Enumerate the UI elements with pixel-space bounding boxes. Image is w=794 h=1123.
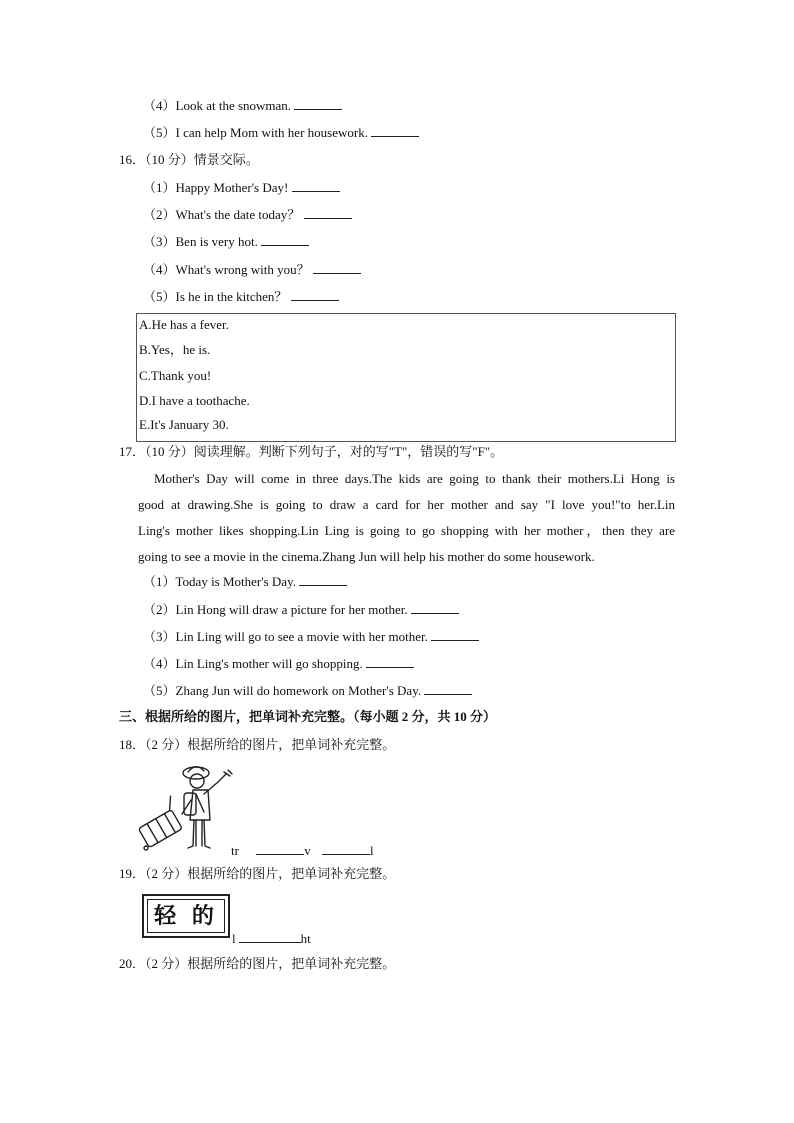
- passage-line: Mother's Day will come in three days.The kids are going to thank their mothers.Li Hong is: [154, 471, 675, 486]
- answer-blank[interactable]: [291, 288, 339, 301]
- q16-item-5: （5）Is he in the kitchen？: [143, 288, 339, 305]
- answer-blank[interactable]: [322, 842, 370, 855]
- option-d: D.I have a toothache.: [139, 393, 250, 408]
- passage-line: Ling's mother likes shopping.Lin Ling is going to go shopping with her mother，then they are: [138, 523, 675, 538]
- answer-blank[interactable]: [313, 261, 361, 274]
- answer-blank[interactable]: [261, 233, 309, 246]
- answer-blank[interactable]: [411, 601, 459, 614]
- q16-item-4: （4）What's wrong with you？: [143, 261, 361, 278]
- q18-word: tr v l: [231, 843, 374, 858]
- option-b: B.Yes，he is.: [139, 342, 211, 357]
- passage-line: going to see a movie in the cinema.Zhang Jun will help his mother do some housework.: [138, 549, 595, 564]
- q16-item-2: （2）What's the date today？: [143, 206, 352, 223]
- q15-item-5: （5）I can help Mom with her housework.: [143, 124, 419, 141]
- q20-header: 20．（2 分）根据所给的图片，把单词补充完整。: [119, 956, 396, 971]
- passage-line: good at drawing.She is going to draw a card for her mother and say "I love you!"to her.Lin: [138, 497, 675, 512]
- answer-blank[interactable]: [239, 930, 301, 943]
- section-3-title: 三、根据所给的图片，把单词补充完整。（每小题 2 分，共 10 分）: [119, 709, 497, 724]
- answer-blank[interactable]: [256, 842, 304, 855]
- q16-item-1: （1）Happy Mother's Day!: [143, 179, 340, 196]
- chinese-characters-image: [142, 894, 230, 938]
- q17-passage: [138, 466, 675, 570]
- answer-blank[interactable]: [431, 628, 479, 641]
- q19-header: 19．（2 分）根据所给的图片，把单词补充完整。: [119, 866, 396, 881]
- q19-word: l ht: [232, 931, 311, 946]
- option-a: A.He has a fever.: [139, 317, 229, 332]
- q15-item-4: （4）Look at the snowman.: [143, 97, 342, 114]
- answer-blank[interactable]: [294, 97, 342, 110]
- q17-item-4: （4）Lin Ling's mother will go shopping.: [143, 655, 414, 672]
- answer-blank[interactable]: [424, 682, 472, 695]
- image-chinese-text: 轻 的: [147, 899, 225, 933]
- option-c: C.Thank you!: [139, 368, 212, 383]
- option-e: E.It's January 30.: [139, 417, 229, 432]
- q16-item-3: （3）Ben is very hot.: [143, 233, 309, 250]
- answer-blank[interactable]: [292, 179, 340, 192]
- answer-blank[interactable]: [371, 124, 419, 137]
- q17-item-1: （1）Today is Mother's Day.: [143, 573, 347, 590]
- traveler-with-suitcase-image: [138, 760, 234, 854]
- answer-blank[interactable]: [299, 573, 347, 586]
- q16-options-box: [136, 313, 676, 442]
- q17-item-3: （3）Lin Ling will go to see a movie with her mother.: [143, 628, 479, 645]
- q16-header: 16．（10 分）情景交际。: [119, 152, 259, 167]
- q17-item-2: （2）Lin Hong will draw a picture for her mother.: [143, 601, 459, 618]
- q18-header: 18．（2 分）根据所给的图片，把单词补充完整。: [119, 737, 396, 752]
- answer-blank[interactable]: [366, 655, 414, 668]
- q17-item-5: （5）Zhang Jun will do homework on Mother's Day.: [143, 682, 472, 699]
- answer-blank[interactable]: [304, 206, 352, 219]
- q17-header: 17．（10 分）阅读理解。判断下列句子，对的写"T"，错误的写"F"。: [119, 444, 504, 459]
